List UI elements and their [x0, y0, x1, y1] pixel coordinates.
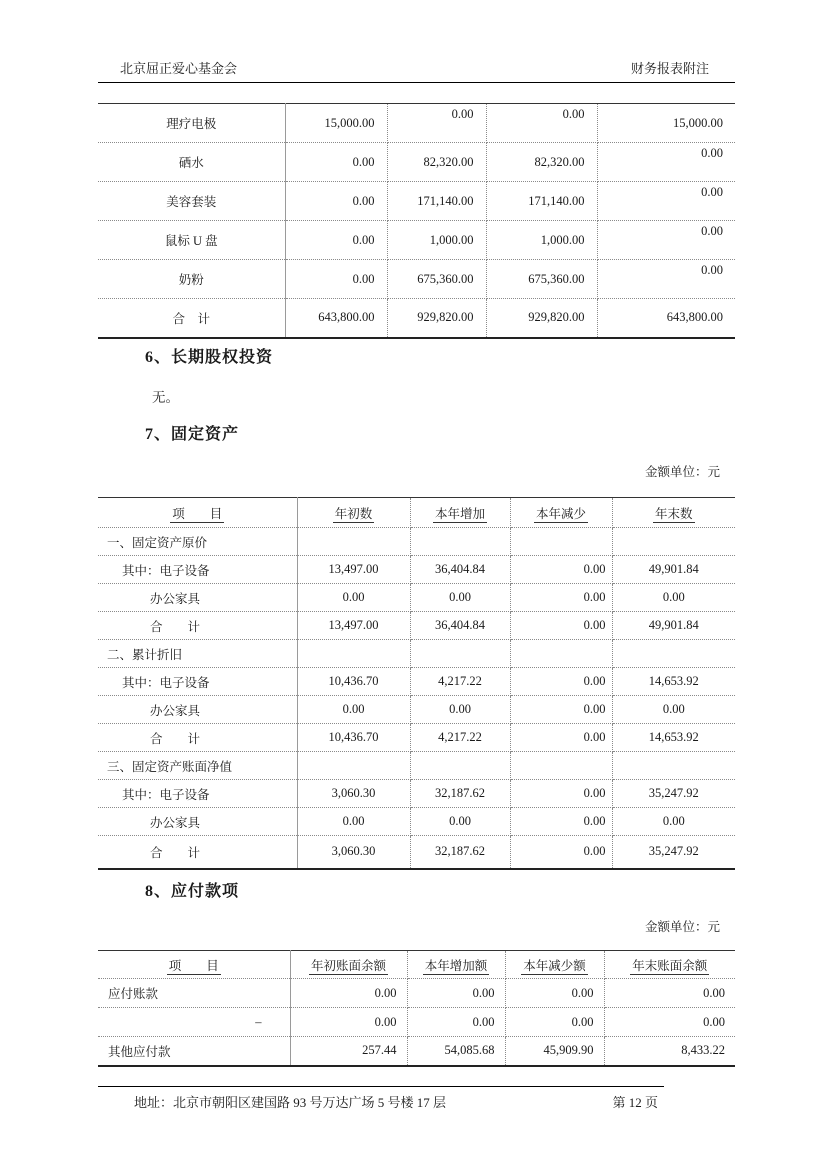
- cell-value: 35,247.92: [612, 780, 735, 808]
- cell-value: [510, 528, 612, 556]
- row-label: 美容套装: [98, 182, 285, 221]
- table-row: [98, 584, 735, 612]
- cell-value: 0.00: [410, 808, 510, 836]
- cell-value: 0.00: [510, 696, 612, 724]
- cell-value: [612, 528, 735, 556]
- table-row: [98, 724, 735, 752]
- cell-value: 32,187.62: [410, 836, 510, 869]
- cell-value: 1,000.00: [486, 221, 597, 260]
- cell-value: 0.00: [510, 556, 612, 584]
- cell-value: 15,000.00: [285, 104, 387, 143]
- cell-value: [297, 640, 410, 668]
- table-row: [98, 221, 735, 260]
- column-header: 本年增加额: [407, 951, 505, 979]
- cell-value: 36,404.84: [410, 612, 510, 640]
- cell-value: 3,060.30: [297, 836, 410, 869]
- table-row: [98, 182, 735, 221]
- cell-value: 171,140.00: [387, 182, 486, 221]
- cell-value: 0.00: [612, 808, 735, 836]
- cell-value: 0.00: [407, 979, 505, 1008]
- section7-unit-note: 金额单位：元: [644, 465, 720, 479]
- cell-value: 0.00: [612, 584, 735, 612]
- cell-value: 0.00: [407, 1008, 505, 1037]
- cell-value: 45,909.90: [505, 1037, 604, 1066]
- table-row: [98, 752, 735, 780]
- footer-page-number: 第 12 页: [612, 1095, 658, 1110]
- cell-value: 0.00: [285, 260, 387, 299]
- cell-value: 13,497.00: [297, 556, 410, 584]
- cell-value: 0.00: [597, 221, 735, 260]
- cell-value: 0.00: [297, 808, 410, 836]
- cell-value: 0.00: [510, 808, 612, 836]
- cell-value: 0.00: [297, 584, 410, 612]
- cell-value: [510, 752, 612, 780]
- table-row: [98, 528, 735, 556]
- cell-value: 0.00: [510, 780, 612, 808]
- cell-value: 14,653.92: [612, 668, 735, 696]
- row-label: –: [98, 1008, 290, 1037]
- cell-value: 0.00: [410, 696, 510, 724]
- row-label: 办公家具: [98, 584, 297, 612]
- cell-value: 675,360.00: [387, 260, 486, 299]
- table-row: [98, 808, 735, 836]
- cell-value: 0.00: [297, 696, 410, 724]
- table-row: [98, 640, 735, 668]
- cell-value: [297, 752, 410, 780]
- fixed-assets-table: [98, 497, 735, 870]
- table-row: [98, 104, 735, 143]
- cell-value: [410, 752, 510, 780]
- row-label: 其中：电子设备: [98, 780, 297, 808]
- cell-value: [612, 752, 735, 780]
- table-row: [98, 1008, 735, 1037]
- column-header: 本年减少: [510, 498, 612, 528]
- row-label: 办公家具: [98, 808, 297, 836]
- header-org-name: 北京屈正爱心基金会: [120, 61, 238, 76]
- cell-value: 49,901.84: [612, 556, 735, 584]
- cell-value: 0.00: [604, 1008, 735, 1037]
- cell-value: 0.00: [510, 584, 612, 612]
- row-label: 合 计: [98, 612, 297, 640]
- column-header: 年末账面余额: [604, 951, 735, 979]
- table-row: [98, 979, 735, 1008]
- cell-value: 643,800.00: [597, 299, 735, 338]
- cell-value: 929,820.00: [387, 299, 486, 338]
- cell-value: 54,085.68: [407, 1037, 505, 1066]
- cell-value: 82,320.00: [387, 143, 486, 182]
- cell-value: 0.00: [285, 221, 387, 260]
- cell-value: 0.00: [604, 979, 735, 1008]
- row-label: 奶粉: [98, 260, 285, 299]
- footer-address: 地址：北京市朝阳区建国路 93 号万达广场 5 号楼 17 层: [134, 1095, 447, 1110]
- cell-value: 82,320.00: [486, 143, 597, 182]
- cell-value: 49,901.84: [612, 612, 735, 640]
- cell-value: 36,404.84: [410, 556, 510, 584]
- cell-value: 0.00: [597, 260, 735, 299]
- row-label: 合 计: [98, 299, 285, 338]
- page-header: [98, 56, 735, 83]
- section6-heading: 6、长期股权投资: [145, 349, 274, 366]
- cell-value: [510, 640, 612, 668]
- column-header: 年初数: [297, 498, 410, 528]
- row-label: 二、累计折旧: [98, 640, 297, 668]
- row-label: 办公家具: [98, 696, 297, 724]
- table-row: [98, 780, 735, 808]
- cell-value: 0.00: [597, 143, 735, 182]
- table-row: [98, 1037, 735, 1066]
- page-footer: [98, 1086, 664, 1111]
- row-label: 合 计: [98, 724, 297, 752]
- cell-value: [410, 640, 510, 668]
- column-header: 本年减少额: [505, 951, 604, 979]
- cell-value: 0.00: [505, 979, 604, 1008]
- cell-value: 10,436.70: [297, 724, 410, 752]
- inventory-table: [98, 103, 735, 339]
- cell-value: 10,436.70: [297, 668, 410, 696]
- cell-value: 4,217.22: [410, 724, 510, 752]
- cell-value: 14,653.92: [612, 724, 735, 752]
- row-label: 理疗电极: [98, 104, 285, 143]
- row-label: 应付账款: [98, 979, 290, 1008]
- cell-value: 0.00: [612, 696, 735, 724]
- row-label: 其中：电子设备: [98, 556, 297, 584]
- cell-value: 4,217.22: [410, 668, 510, 696]
- column-header: 项 目: [98, 498, 297, 528]
- cell-value: 0.00: [597, 182, 735, 221]
- section6-body: 无。: [152, 390, 179, 405]
- row-label: 一、固定资产原价: [98, 528, 297, 556]
- cell-value: 0.00: [290, 1008, 407, 1037]
- table-row: [98, 696, 735, 724]
- column-header: 年末数: [612, 498, 735, 528]
- cell-value: 0.00: [510, 724, 612, 752]
- cell-value: 0.00: [510, 612, 612, 640]
- table-row: [98, 260, 735, 299]
- cell-value: 0.00: [505, 1008, 604, 1037]
- cell-value: [410, 528, 510, 556]
- cell-value: 13,497.00: [297, 612, 410, 640]
- cell-value: 0.00: [290, 979, 407, 1008]
- cell-value: 0.00: [387, 104, 486, 143]
- cell-value: 0.00: [285, 143, 387, 182]
- table-row: [98, 836, 735, 869]
- table-row: [98, 299, 735, 338]
- section8-unit-note: 金额单位：元: [644, 920, 720, 934]
- cell-value: [612, 640, 735, 668]
- section8-heading: 8、应付款项: [145, 883, 240, 900]
- row-label: 三、固定资产账面净值: [98, 752, 297, 780]
- cell-value: 35,247.92: [612, 836, 735, 869]
- cell-value: 675,360.00: [486, 260, 597, 299]
- row-label: 其中：电子设备: [98, 668, 297, 696]
- cell-value: [297, 528, 410, 556]
- table-row: [98, 612, 735, 640]
- column-header: 年初账面余额: [290, 951, 407, 979]
- cell-value: 929,820.00: [486, 299, 597, 338]
- cell-value: 0.00: [410, 584, 510, 612]
- table-row: [98, 668, 735, 696]
- cell-value: 15,000.00: [597, 104, 735, 143]
- table-row: [98, 556, 735, 584]
- row-label: 硒水: [98, 143, 285, 182]
- cell-value: 32,187.62: [410, 780, 510, 808]
- cell-value: 8,433.22: [604, 1037, 735, 1066]
- cell-value: 1,000.00: [387, 221, 486, 260]
- column-header: 本年增加: [410, 498, 510, 528]
- cell-value: 0.00: [285, 182, 387, 221]
- table-row: [98, 143, 735, 182]
- header-doc-title: 财务报表附注: [630, 61, 709, 76]
- cell-value: 0.00: [486, 104, 597, 143]
- column-header: 项 目: [98, 951, 290, 979]
- row-label: 鼠标 U 盘: [98, 221, 285, 260]
- payables-table: [98, 950, 735, 1067]
- row-label: 合 计: [98, 836, 297, 869]
- cell-value: 171,140.00: [486, 182, 597, 221]
- cell-value: 0.00: [510, 668, 612, 696]
- row-label: 其他应付款: [98, 1037, 290, 1066]
- cell-value: 3,060.30: [297, 780, 410, 808]
- section7-heading: 7、固定资产: [145, 426, 240, 443]
- cell-value: 0.00: [510, 836, 612, 869]
- cell-value: 643,800.00: [285, 299, 387, 338]
- cell-value: 257.44: [290, 1037, 407, 1066]
